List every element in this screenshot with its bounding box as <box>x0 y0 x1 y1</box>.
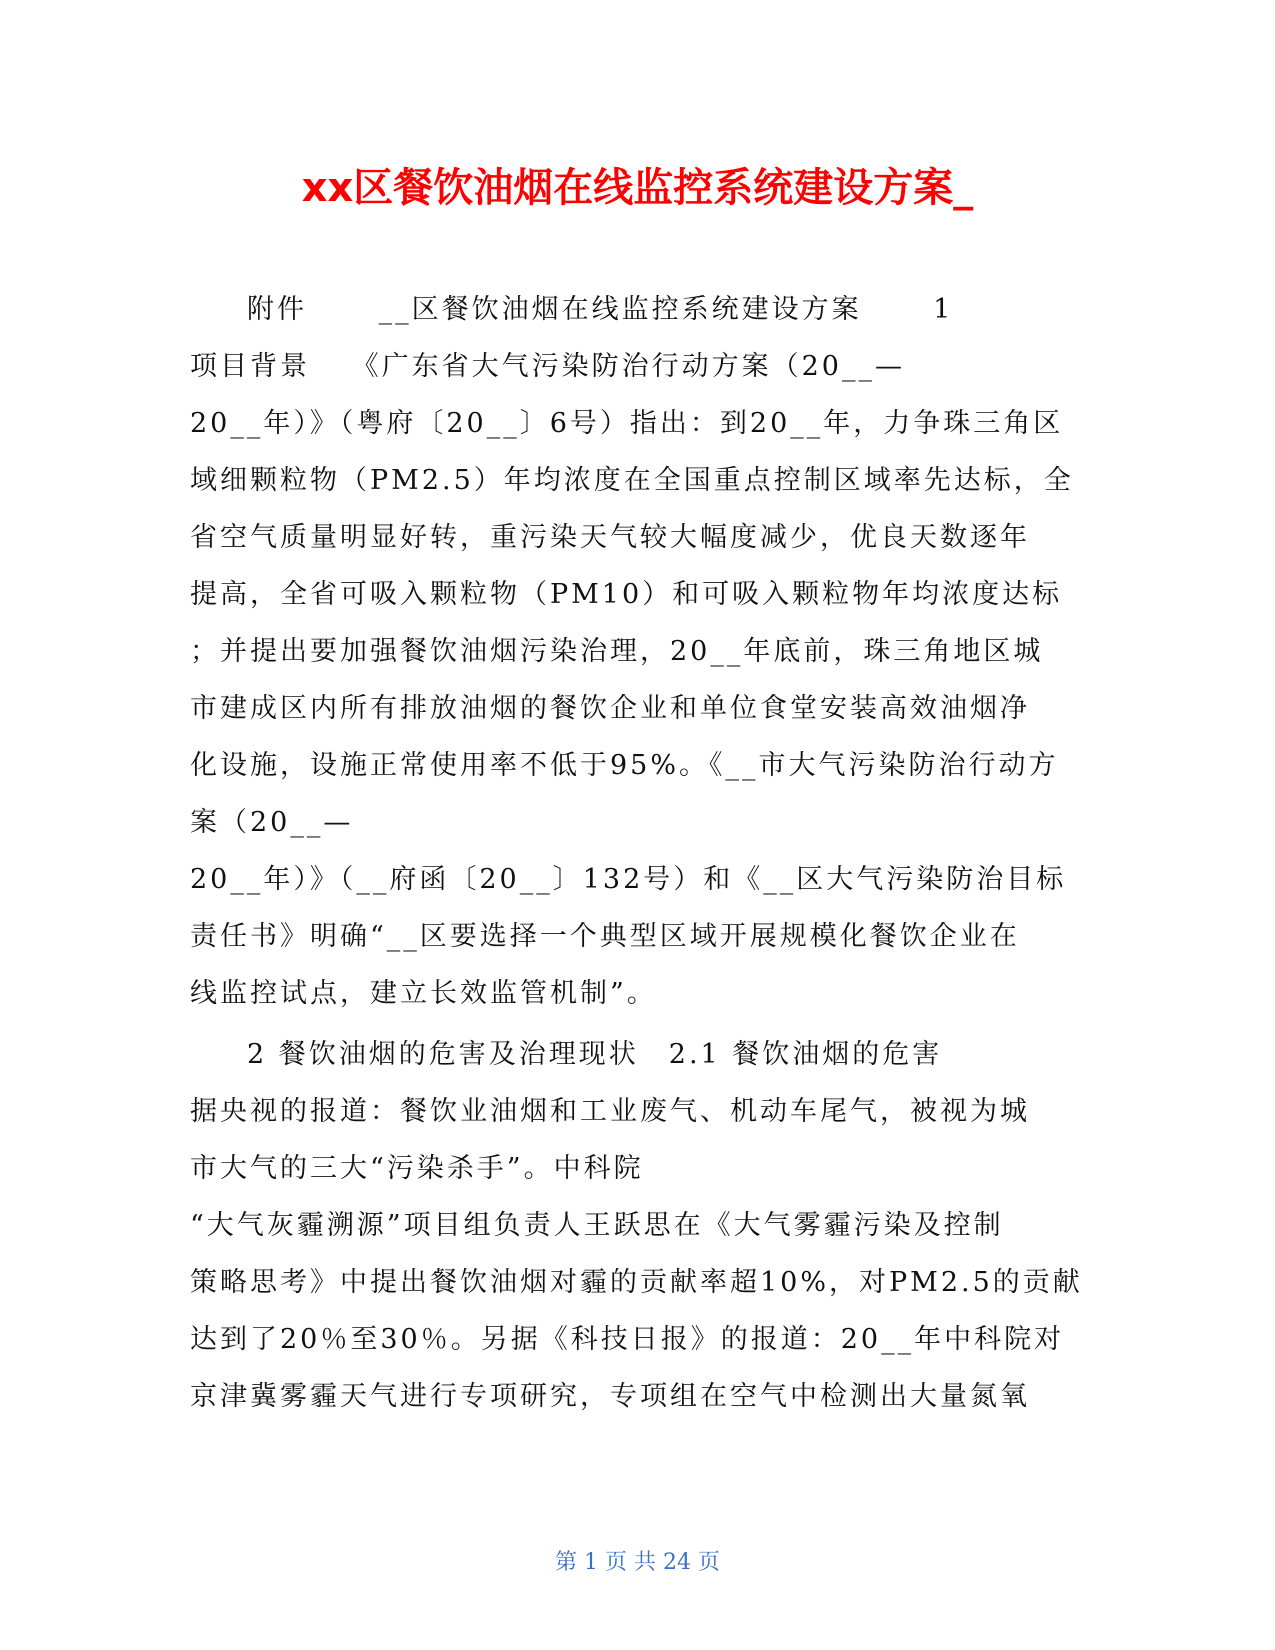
text-line: “大气灰霾溯源”项目组负责人王跃思在《大气雾霾污染及控制 <box>190 1210 1004 1241</box>
text-line: 线监控试点，建立长效监管机制”。 <box>190 978 657 1009</box>
text-line: 京津冀雾霾天气进行专项研究，专项组在空气中检测出大量氮氧 <box>190 1381 1030 1412</box>
text-line: 省空气质量明显好转，重污染天气较大幅度减少，优良天数逐年 <box>190 522 1030 553</box>
text-line: 策略思考》中提出餐饮油烟对霾的贡献率超10%，对PM2.5的贡献 <box>190 1267 1083 1298</box>
section-heading-line: 2 餐饮油烟的危害及治理现状 2.1 餐饮油烟的危害 <box>247 1039 943 1070</box>
text-line: 市大气的三大“污染杀手”。中科院 <box>190 1153 644 1184</box>
text-line: 案（20__— <box>190 807 354 838</box>
document-title: xx区餐饮油烟在线监控系统建设方案_ <box>301 165 974 211</box>
text-line: 20__年）》（__府函〔20__〕132号）和《__区大气污染防治目标 <box>190 864 1067 895</box>
text-line: 域细颗粒物（PM2.5）年均浓度在全国重点控制区域率先达标，全 <box>190 465 1074 496</box>
page-number-footer: 第 1 页 共 24 页 <box>555 1550 720 1575</box>
text-line: 市建成区内所有排放油烟的餐饮企业和单位食堂安装高效油烟净 <box>190 693 1030 724</box>
text-line: 达到了20％至30％。另据《科技日报》的报道：20__年中科院对 <box>190 1324 1065 1355</box>
text-line: 责任书》明确“__区要选择一个典型区域开展规模化餐饮企业在 <box>190 921 1020 952</box>
text-line: 项目背景 《广东省大气污染防治行动方案（20__— <box>190 351 905 382</box>
text-line: 据央视的报道：餐饮业油烟和工业废气、机动车尾气，被视为城 <box>190 1096 1030 1127</box>
text-line: 20__年）》（粤府〔20__〕6号）指出：到20__年，力争珠三角区 <box>190 408 1064 439</box>
text-line: 化设施，设施正常使用率不低于95%。《__市大气污染防治行动方 <box>190 750 1059 781</box>
text-line: 提高，全省可吸入颗粒物（PM10）和可吸入颗粒物年均浓度达标 <box>190 579 1063 610</box>
text-line-attachment: 附件 __区餐饮油烟在线监控系统建设方案 1 <box>247 294 954 325</box>
text-line: ；并提出要加强餐饮油烟污染治理，20__年底前，珠三角地区城 <box>190 636 1044 667</box>
